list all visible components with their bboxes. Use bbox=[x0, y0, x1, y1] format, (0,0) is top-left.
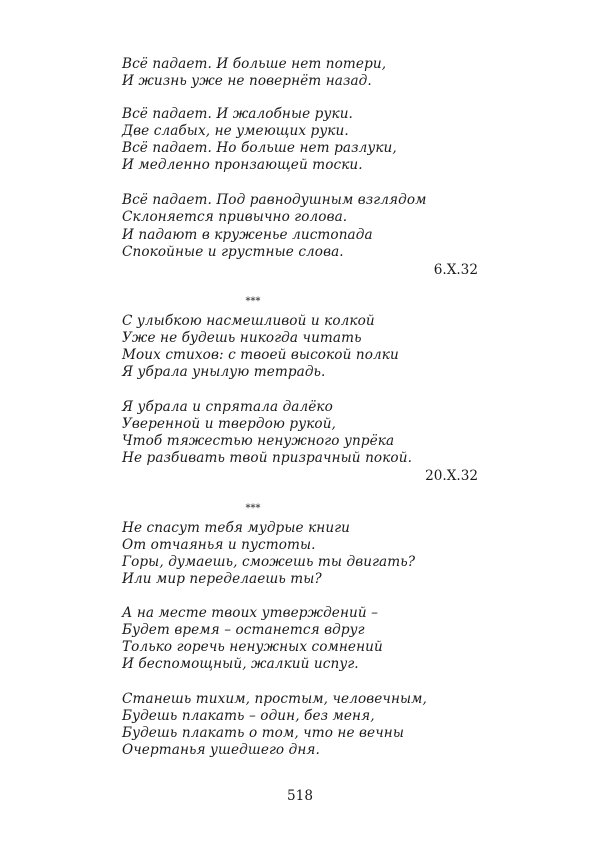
page-number: 518 bbox=[287, 788, 313, 804]
poem-line: Очертанья ушедшего дня. bbox=[122, 742, 320, 758]
poem-line: И беспомощный, жалкий испуг. bbox=[122, 656, 359, 672]
poem-line: Не спасут тебя мудрые книги bbox=[122, 520, 351, 536]
section-separator: *** bbox=[245, 296, 261, 307]
poem-line: Уже не будешь никогда читать bbox=[122, 330, 362, 346]
poem-line: Уверенной и твердою рукой, bbox=[122, 416, 336, 432]
poem-line: Спокойные и грустные слова. bbox=[122, 244, 344, 260]
section-separator: *** bbox=[245, 503, 261, 514]
poem-line: Две слабых, не умеющих руки. bbox=[122, 123, 349, 139]
poem-line: И жизнь уже не повернёт назад. bbox=[122, 73, 372, 89]
poem-line: Чтоб тяжестью ненужного упрёка bbox=[122, 433, 395, 449]
poem-line: А на месте твоих утверждений – bbox=[122, 605, 379, 621]
poem-line: Всё падает. И больше нет потери, bbox=[122, 56, 387, 72]
poem-line: Будешь плакать – один, без меня, bbox=[122, 708, 375, 724]
poem-line: Всё падает. И жалобные руки. bbox=[122, 106, 353, 122]
poem-line: Всё падает. Под равнодушным взглядом bbox=[122, 192, 427, 208]
poem-line: Будет время – останется вдруг bbox=[122, 622, 365, 638]
poem-line: Моих стихов: с твоей высокой полки bbox=[122, 347, 399, 363]
poem-line: Станешь тихим, простым, человечным, bbox=[122, 691, 427, 707]
poem-line: Склоняется привычно голова. bbox=[122, 209, 348, 225]
poem-date: 20.X.32 bbox=[425, 468, 478, 484]
poem-date: 6.X.32 bbox=[433, 262, 478, 278]
poem-line: Горы, думаешь, сможешь ты двигать? bbox=[122, 554, 416, 570]
poem-line: От отчаянья и пустоты. bbox=[122, 537, 316, 553]
poem-line: Или мир переделаешь ты? bbox=[122, 571, 322, 587]
poem-line: И падают в круженье листопада bbox=[122, 227, 373, 243]
poem-line: Только горечь ненужных сомнений bbox=[122, 639, 383, 655]
poem-line: Будешь плакать о том, что не вечны bbox=[122, 725, 404, 741]
poem-line: Не разбивать твой призрачный покой. bbox=[122, 450, 412, 466]
poem-line: С улыбкою насмешливой и колкой bbox=[122, 313, 375, 329]
poem-line: И медленно пронзающей тоски. bbox=[122, 157, 363, 173]
poem-line: Я убрала унылую тетрадь. bbox=[122, 364, 326, 380]
poem-line: Я убрала и спрятала далёко bbox=[122, 399, 333, 415]
poem-line: Всё падает. Но больше нет разлуки, bbox=[122, 140, 397, 156]
